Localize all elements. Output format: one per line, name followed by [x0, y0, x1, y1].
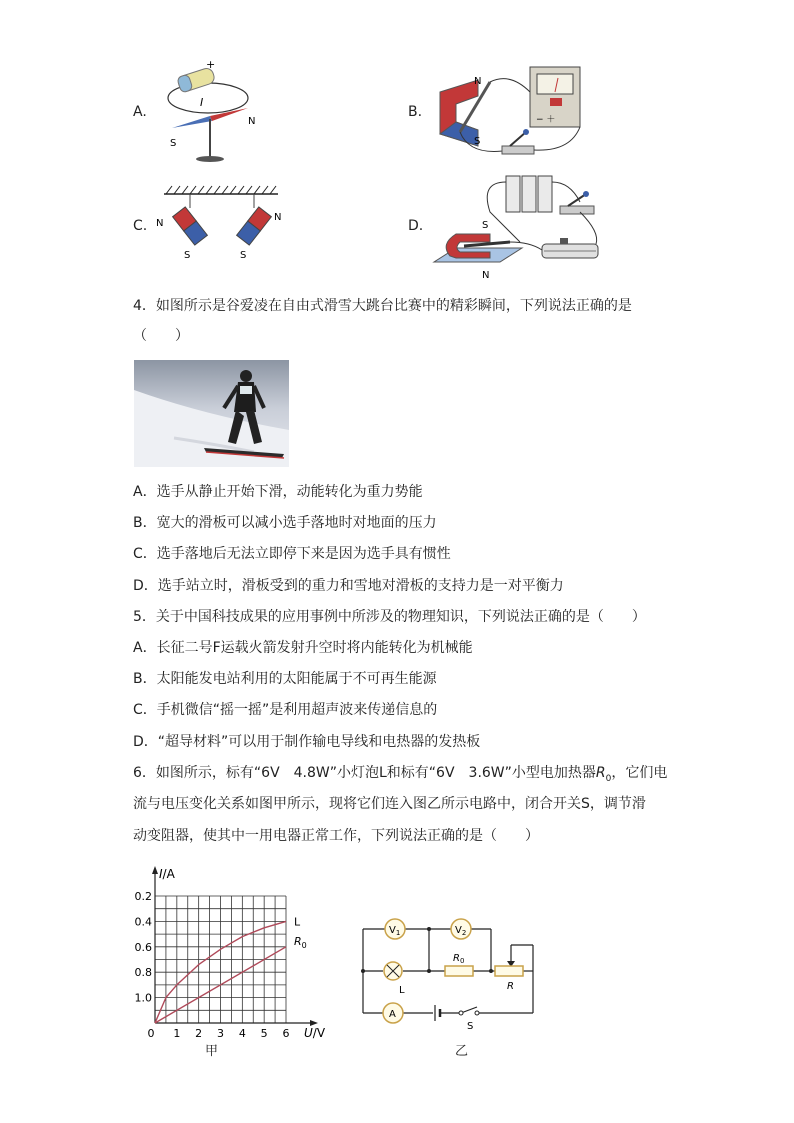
x-tick-label: 6: [282, 1027, 290, 1040]
origin-label: 0: [147, 1027, 155, 1040]
lamp-label: L: [399, 985, 405, 996]
graph-grid: [155, 896, 286, 1023]
q6-stem-line-2: 流与电压变化关系如图甲所示，现将它们连入图乙所示电路中，闭合开关S，调节滑: [133, 796, 646, 812]
x-axis-title-symbol: U: [304, 1026, 313, 1040]
y-axis-arrow: [152, 866, 158, 874]
circuit-diagram: [355, 905, 540, 1030]
q4-option-c[interactable]: C．选手落地后无法立即停下来是因为选手具有惯性: [133, 546, 451, 562]
ammeter-label: A: [389, 1009, 396, 1020]
switch-label: S: [467, 1021, 474, 1032]
q4-stem: 4．如图所示是谷爱凌在自由式滑雪大跳台比赛中的精彩瞬间，下列说法正确的是: [133, 298, 632, 314]
q4-option-a[interactable]: A．选手从静止开始下滑，动能转化为重力势能: [133, 484, 423, 500]
y-tick-label: 1.0: [134, 991, 152, 1005]
q3-option-d-figure: [430, 172, 615, 284]
q3-option-a-label[interactable]: A.: [133, 104, 147, 120]
q6-stem-part-b: ，它们电: [611, 765, 668, 781]
switch-contact: [475, 1011, 479, 1015]
y-axis-title-unit: /A: [162, 867, 175, 881]
left-magnet-s-label: S: [184, 250, 191, 261]
q5-option-a[interactable]: A．长征二号F运载火箭发射升空时将内能转化为机械能: [133, 640, 473, 656]
curve-l-label: L: [294, 915, 301, 929]
right-magnet-s-label: S: [240, 250, 247, 261]
q5-option-c[interactable]: C．手机微信“摇一摇”是利用超声波来传递信息的: [133, 702, 438, 718]
q3-option-b-figure: [430, 62, 590, 162]
x-tick-label: 3: [217, 1027, 224, 1040]
q3-option-d-label[interactable]: D.: [408, 218, 424, 234]
x-axis-title-unit: /V: [312, 1026, 326, 1040]
voltmeter-v2-subscript: 2: [461, 929, 467, 937]
resistor-r0-subscript: 0: [459, 957, 465, 965]
magnet-s-label: S: [474, 136, 481, 147]
q5-option-d[interactable]: D．“超导材料”可以用于制作输电导线和电热器的发热板: [133, 734, 481, 750]
switch-pivot: [459, 1011, 463, 1015]
graph-caption: 甲: [205, 1044, 219, 1059]
rheostat: [495, 966, 523, 976]
needle-n-label: N: [248, 116, 256, 127]
resistor-r0: [445, 966, 473, 976]
q6-stem-line-1: [133, 763, 667, 789]
left-magnet-n-label: N: [156, 218, 164, 229]
circuit-caption: 乙: [455, 1044, 469, 1059]
y-axis-title: [159, 867, 176, 881]
voltmeter-v1-subscript: 1: [395, 929, 401, 937]
q3-option-b-label[interactable]: B.: [408, 104, 423, 120]
y-tick-label: 0.4: [134, 915, 152, 929]
rheostat-label: R: [507, 981, 514, 992]
curve-r0-subscript: 0: [301, 940, 307, 950]
current-label: I: [200, 96, 204, 109]
x-axis-title: [304, 1026, 326, 1040]
right-magnet-n-label: N: [274, 212, 282, 223]
q3-option-c-figure: [150, 182, 290, 262]
resistor-r0-label: [453, 953, 464, 965]
battery-plus-sign: +: [206, 58, 216, 71]
svg-text:− ＋: − ＋: [536, 115, 556, 125]
iu-graph-chart: [134, 852, 345, 1057]
resistor-r0-symbol: R: [453, 953, 460, 964]
voltmeter-v2-symbol: V: [455, 925, 462, 936]
x-tick-label: 1: [173, 1027, 181, 1040]
q4-option-b[interactable]: B．宽大的滑板可以减小选手落地时对地面的压力: [133, 515, 437, 531]
magnet-n-label: N: [474, 76, 482, 87]
x-tick-label: 2: [195, 1027, 203, 1040]
q5-option-b[interactable]: B．太阳能发电站利用的太阳能属于不可再生能源: [133, 671, 437, 687]
magnet-n-label: N: [482, 270, 490, 281]
y-axis-title-symbol: I: [159, 867, 163, 881]
q3-option-c-label[interactable]: C.: [133, 218, 148, 234]
curve-r0-symbol: R: [294, 934, 302, 948]
y-tick-label: 0.8: [134, 966, 152, 980]
q4-answer-blank: （ ）: [133, 328, 189, 344]
y-tick-label: 0.6: [134, 940, 152, 954]
skier-photo: [134, 360, 289, 467]
x-tick-label: 4: [238, 1027, 246, 1040]
q3-option-a-figure: [160, 58, 255, 168]
curve-r0-label: [294, 935, 307, 950]
q6-stem-part-a: 6．如图所示，标有“6V 4.8W”小灯泡L和标有“6V 3.6W”小型电加热器: [133, 765, 596, 781]
q6-stem-line-3: 动变阻器，使其中一用电器正常工作，下列说法正确的是（ ）: [133, 828, 539, 844]
magnet-s-label: S: [482, 220, 489, 231]
y-tick-label: 0.2: [134, 890, 152, 903]
x-tick-label: 5: [260, 1027, 268, 1040]
needle-s-label: S: [170, 138, 177, 149]
q6-r0-subscript: 0: [605, 773, 612, 784]
q4-option-d[interactable]: D．选手站立时，滑板受到的重力和雪地对滑板的支持力是一对平衡力: [133, 578, 564, 594]
voltmeter-v1-symbol: V: [389, 925, 396, 936]
q5-stem: 5．关于中国科技成果的应用事例中所涉及的物理知识，下列说法正确的是（ ）: [133, 609, 646, 625]
q6-r0-symbol: R: [595, 765, 606, 781]
